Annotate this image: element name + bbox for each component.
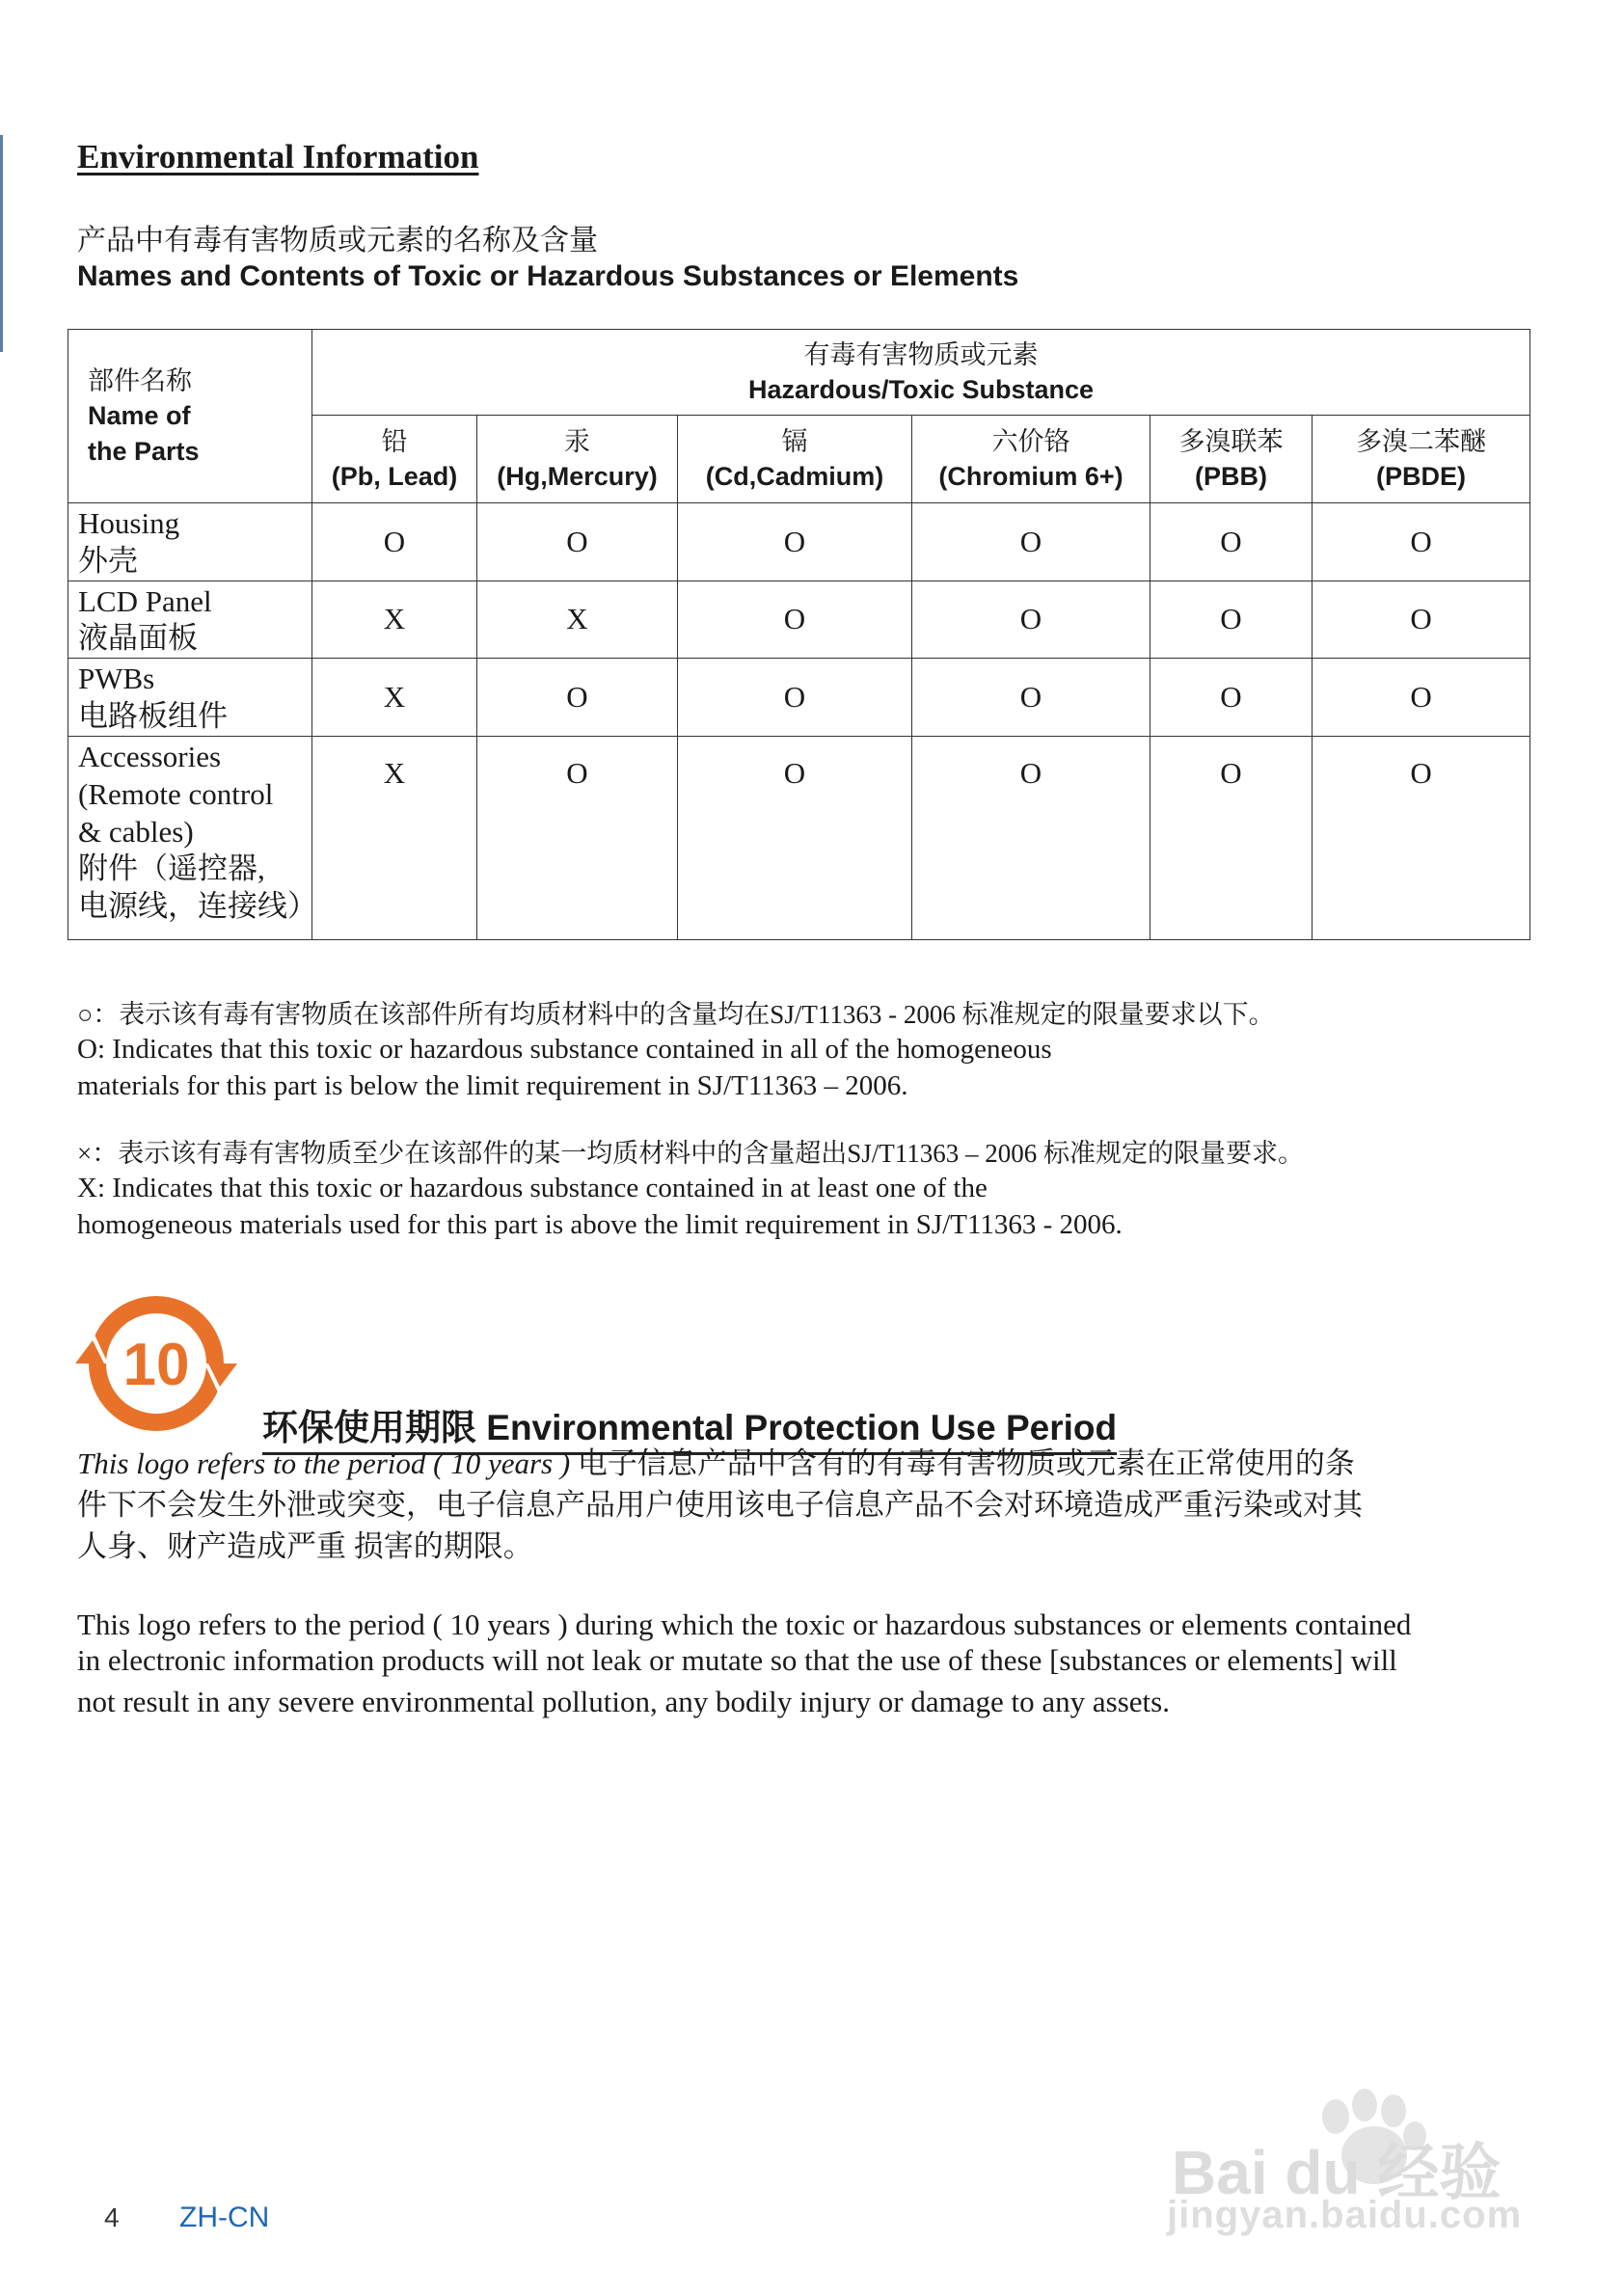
table-row — [68, 581, 1530, 659]
table-cell: O — [477, 659, 678, 737]
table-cell: X — [312, 737, 477, 940]
table-cell: O — [1313, 737, 1530, 940]
table-cell: O — [1150, 659, 1313, 737]
table-cell: O — [912, 659, 1150, 737]
logo-number: 10 — [122, 1332, 190, 1398]
table-cell: X — [477, 581, 678, 659]
column-header-pbb: 多溴联苯 (PBB) — [1150, 416, 1313, 503]
note-x-english-line1: X: Indicates that this toxic or hazardous substance contained in at least one of the — [77, 1173, 988, 1203]
table-cell: X — [312, 581, 477, 659]
parts-header-cn: 部件名称 — [88, 365, 192, 395]
table-row — [68, 659, 1530, 737]
row-label: PWBs 电路板组件 — [68, 659, 312, 737]
language-label: ZH-CN — [179, 2201, 270, 2233]
column-header-pbde: 多溴二苯醚 (PBDE) — [1313, 416, 1530, 503]
page-number: 4 — [104, 2202, 120, 2232]
parts-header — [68, 330, 312, 503]
column-header-lead: 铅 (Pb, Lead) — [312, 416, 477, 503]
table-cell: O — [912, 737, 1150, 940]
watermark-brand: Bai du 经验 — [1172, 2138, 1502, 2207]
table-cell: X — [312, 659, 477, 737]
parts-header-en-1: Name of — [88, 401, 191, 431]
note-o-chinese: ○：表示该有毒有害物质在该部件所有均质材料中的含量均在SJ/T11363 - 2006 标准规定的限量要求以下。 — [77, 1000, 1275, 1029]
parts-header-en-2: the Parts — [88, 436, 200, 466]
table-cell: O — [1313, 581, 1530, 659]
toxic-substance-table — [68, 329, 1530, 940]
row-label: Housing 外壳 — [68, 503, 312, 581]
row-label: Accessories (Remote control & cables) 附件（遥控器, 电源线，连接线） — [68, 737, 312, 940]
epup-10-year-logo-icon — [69, 1292, 243, 1437]
table-cell: O — [678, 503, 912, 581]
note-o-english-line2: materials for this part is below the limit requirement in SJ/T11363 – 2006. — [77, 1070, 908, 1101]
table-cell: O — [1313, 659, 1530, 737]
epup-cn-line2: 件下不会发生外泄或突变，电子信息产品用户使用该电子信息产品不会对环境造成严重污染或对其 — [77, 1488, 1363, 1522]
table-cell: O — [477, 503, 678, 581]
column-header-mercury: 汞 (Hg,Mercury) — [477, 416, 678, 503]
table-cell: O — [1150, 737, 1313, 940]
row-label: LCD Panel 液晶面板 — [68, 581, 312, 659]
table-cell: O — [912, 503, 1150, 581]
table-cell: O — [477, 737, 678, 940]
epup-en-line2: in electronic information products will not leak or mutate so that the use of these [substances or elements] will — [77, 1643, 1397, 1677]
note-x-english-line2: homogeneous materials used for this part is above the limit requirement in SJ/T11363 - 2006. — [77, 1209, 1123, 1240]
table-cell: O — [1150, 503, 1313, 581]
column-header-cadmium: 镉 (Cd,Cadmium) — [678, 416, 912, 503]
table-cell: O — [678, 581, 912, 659]
epup-title: 环保使用期限 Environmental Protection Use Period — [262, 1398, 1117, 1455]
table-cell: O — [1313, 503, 1530, 581]
column-header-chromium: 六价铬 (Chromium 6+) — [912, 416, 1150, 503]
subtitle-english: Names and Contents of Toxic or Hazardous Substances or Elements — [77, 260, 1019, 292]
table-cell: O — [1150, 581, 1313, 659]
table-cell: O — [312, 503, 477, 581]
epup-en-line3: not result in any severe environmental pollution, any bodily injury or damage to any assets. — [77, 1685, 1170, 1718]
note-x-chinese: ×：表示该有毒有害物质至少在该部件的某一均质材料中的含量超出SJ/T11363 – 2006 标准规定的限量要求。 — [77, 1139, 1304, 1168]
epup-en-line1: This logo refers to the period ( 10 years ) during which the toxic or hazardous substances or elements contained — [77, 1607, 1412, 1641]
substance-group-header-cn: 有毒有害物质或元素 — [803, 339, 1039, 369]
page-edge-bar — [0, 135, 3, 352]
table-row — [68, 737, 1530, 940]
page-title: Environmental Information — [77, 138, 479, 176]
watermark-url: jingyan.baidu.com — [1167, 2194, 1523, 2236]
table-cell: O — [678, 659, 912, 737]
substance-group-header — [312, 330, 1530, 416]
table-row — [68, 503, 1530, 581]
substance-group-header-en: Hazardous/Toxic Substance — [747, 375, 1095, 404]
table-cell: O — [678, 737, 912, 940]
table-cell: O — [912, 581, 1150, 659]
epup-cn-line1: This logo refers to the period ( 10 years ) 电子信息产品中含有的有毒有害物质或元素在正常使用的条 — [77, 1446, 1355, 1480]
subtitle-chinese: 产品中有毒有害物质或元素的名称及含量 — [77, 225, 598, 257]
epup-cn-line3: 人身、财产造成严重 损害的期限。 — [77, 1529, 533, 1563]
note-o-english-line1: O: Indicates that this toxic or hazardous substance contained in all of the homogeneous — [77, 1034, 1052, 1065]
